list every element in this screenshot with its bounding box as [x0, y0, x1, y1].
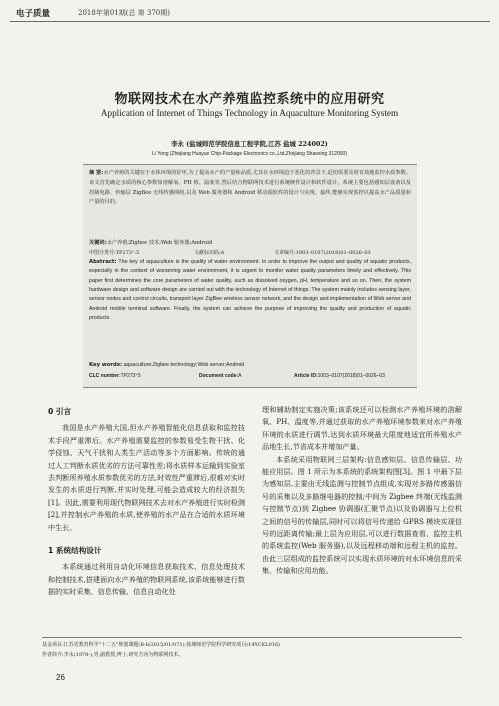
clc-en — [89, 373, 141, 379]
article-id-en — [294, 373, 385, 379]
doc-code-en-value: A — [238, 373, 242, 379]
doc-code-en-label: Document code: — [199, 373, 239, 379]
keywords-cn-label: 关键词: — [89, 240, 107, 246]
right-paragraph-2: 本系统采用物联网三层架构:信息感知层、信息传输层、功能应用层。图 1 所示为本系统的系统架构图[3]。图 1 中最下层为感知层,主要由无线监测与控制节点组成,实现对多路传感器信号的采集以及多路继电器的控制;中间为 Zigbee 终端(无线监测与控制节点)到 Zigbee 协调器(汇聚节点)以及协调器与上位机之间的信号的传输层,同时可以将信号传递给 GPRS 模块实现信号的远距离传输;最上层为应用层,可以进行数据查看、监控主机的系统监控(Web 服务器),以及远程移动端和远程主机的监控。由此三层组成的监控系统可以实现水质环境的对水环境信息的采集、传输和应用功能。 — [262, 454, 462, 576]
clc-en-value: TP273⁺5 — [120, 373, 141, 379]
title-chinese: 物联网技术在水产养殖监控系统中的应用研究 — [114, 92, 385, 107]
article-id-en-label: Article ID: — [294, 373, 318, 379]
abstract-cn-text: 水产养殖的关键在于水体环境的好坏,为了提高水产的产量和品质,尤其在水环境趋于恶化的背景下,迫切需要及时有效地监控水质参数。该文首先确定水质的核心参数如溶解氧、PH 值、温度等,然后结合物联网技术进行系统硬件设计和软件设计。系统主要包括感知层设备以及控制电路、传输层 ZigBee 无线传感网络,以及 Web 服务器和 Android 移动端软件的设计与实现。最终,能够实现监控以提高水产品质量和产量的目的。 — [89, 170, 411, 206]
section-spacer — [48, 534, 245, 543]
classification-chinese — [89, 249, 411, 258]
keywords-cn-text: 水产养殖;Zigbee 技术;Web 服务器;Android — [106, 240, 213, 246]
running-header — [10, 7, 490, 23]
page-number: 26 — [56, 673, 65, 682]
right-paragraph-1: 理和辅助制定实施决策;该系统还可以检测水产养殖环境的溶解氧、PH、温度等,并通过获取的水产养殖环境参数来对水产养殖环境的水质进行调节,达到水质环境最大限度地适宜所养殖水产品地生长,节省成本并增加产量。 — [262, 405, 462, 452]
keywords-english — [89, 362, 411, 368]
keywords-en-label: Key words: — [89, 362, 123, 368]
abstract-english — [89, 258, 411, 323]
doc-code-cn: 文献标识码:A — [194, 250, 225, 256]
fund-note: 基金项目:江苏省教育科学"十二五"规划课题(B-b/2015/01/071);盐城师范学院科学研究项目(14YCKL016) — [42, 642, 281, 648]
classification-english — [89, 373, 411, 382]
abstract-en-label: Abstract: — [89, 259, 117, 265]
keywords-chinese — [89, 239, 411, 246]
abstract-box — [83, 164, 417, 388]
abstract-cn-label: 摘 要: — [89, 170, 104, 176]
author-chinese: 李永 (盐城师范学院信息工程学院,江苏 盐城 224002) — [171, 140, 328, 148]
clc-cn: 中图分类号:TP273⁺.5 — [89, 250, 140, 256]
structure-paragraph: 本系统通过利用自动化环境信息获取技术、信息处理技术和控制技术,搭建面向水产养殖的物联网系统,该系统能够进行数据的实时采集、信息传输、信息自动化处 — [48, 562, 245, 597]
journal-name: 电子质量 — [16, 9, 51, 19]
section-heading-intro: 0 引言 — [48, 407, 72, 416]
keywords-en-text: aquaculture;Zigbee technology;Web server;Android — [123, 362, 245, 368]
footnote — [42, 637, 462, 660]
doc-code-en — [199, 373, 242, 379]
article-id-en-value: 1003–0107(2018)01–0026–03 — [317, 373, 385, 379]
clc-en-label: CLC number: — [89, 373, 121, 379]
left-column — [48, 404, 245, 599]
article-id-cn: 文章编号:1003–0107(2018)01–0026–03 — [274, 250, 371, 256]
abstract-chinese — [89, 169, 411, 208]
section-heading-structure: 1 系统结构设计 — [48, 546, 102, 556]
author-note: 作者简介:李永(1978-),男,副教授,博士,研究方向为物联网技术。 — [42, 652, 184, 658]
intro-paragraph: 我国是水产养殖大国,但水产养殖智能化信息获取和监控技术手段严重滞后。水产养殖需要监控的参数易受生物干扰、化学侵蚀、天气干扰和人类生产活动等多个方面影响。传统的通过人工判断水质优劣的方法可靠性差;将水质样本运输到实验室去判断所养殖水质参数优劣的方法,时效性严重滞后,很难对实时发生的水质进行判断,并实时处理,可能会造成较大的经济损失[1]。因此,需要利用现代物联网技术去对水产养殖进行实时检测[2],并控制水产养殖的水质,使养殖的水产品在合适的水质环境中生长。 — [48, 423, 245, 532]
author-english: Li Yong (Zhejiang Huayue Chip-Package Electronics co.,Ltd,Zhejiang Shaoxing 312000) — [152, 151, 347, 157]
header-rule — [10, 21, 490, 22]
abstract-en-text: The key of aquaculture is the quality of water environment. In order to improve the output and quality of aquatic products, especially in the context of worsening water environment, it is urgent to monitor water quality parameters timely and effectively. This paper first determines the core parameters of water quality, such as dissolved oxygen, pH, temperature and so on. Then, the system hardware design and software design are carried out with the technology of Internet of things. The system mainly includes sensing layer, sensor nodes and control circuits, transport layer ZigBee wireless sensor network, and the design and implementation of Web server and Android mobile terminal software. Finally, the system can achieve the purpose of improving the quality and production of aquatic products. — [89, 259, 411, 322]
issue-info: 2018年第01期(总 第 370期) — [78, 9, 170, 17]
right-column — [262, 404, 462, 578]
title-english: Application of Internet of Things Technology in Aquaculture Monitoring System — [100, 108, 399, 118]
